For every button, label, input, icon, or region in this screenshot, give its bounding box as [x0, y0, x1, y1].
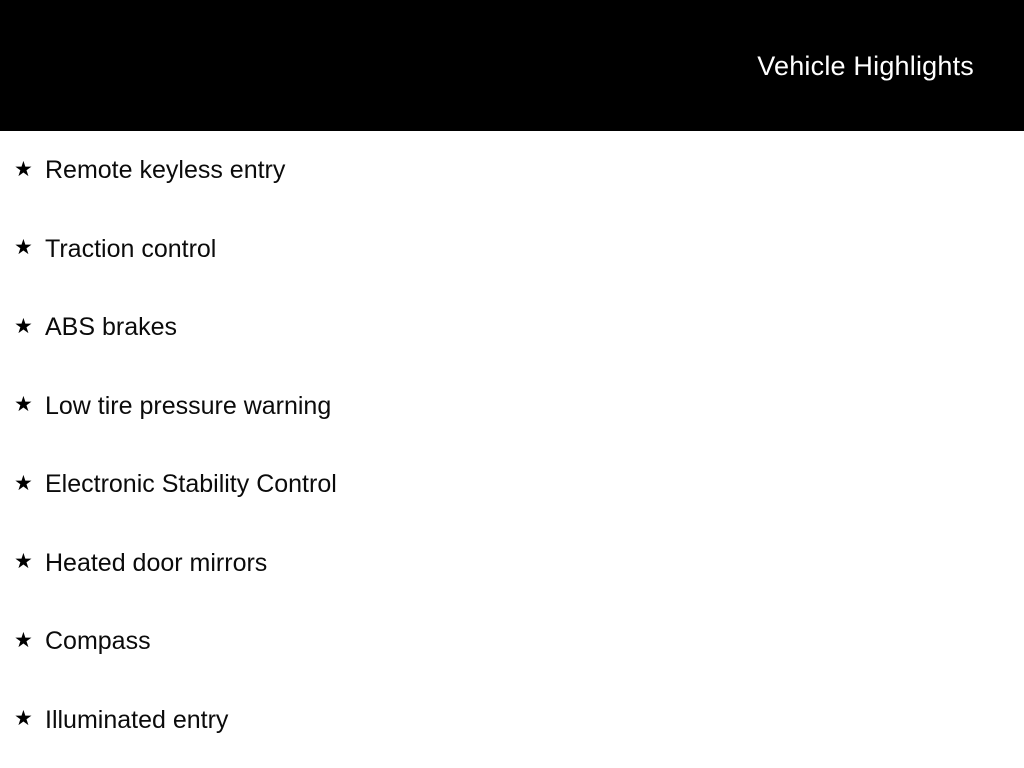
list-item-label: Remote keyless entry	[45, 156, 286, 185]
list-item	[0, 210, 1024, 289]
list-item-label: Heated door mirrors	[45, 548, 268, 577]
list-item	[0, 445, 1024, 524]
star-icon: ★	[14, 157, 33, 181]
list-item-label: Electronic Stability Control	[45, 470, 337, 499]
list-item	[0, 288, 1024, 367]
list-item	[0, 524, 1024, 603]
star-icon: ★	[14, 550, 33, 574]
list-item-label: Compass	[45, 627, 151, 656]
list-item-label: Low tire pressure warning	[45, 391, 332, 420]
page-title: Vehicle Highlights	[757, 51, 974, 81]
list-item-label: Traction control	[45, 234, 217, 263]
list-item	[0, 131, 1024, 210]
star-icon: ★	[14, 628, 33, 652]
star-icon: ★	[14, 236, 33, 260]
star-icon: ★	[14, 471, 33, 495]
header-bar	[0, 0, 1024, 131]
star-icon: ★	[14, 707, 33, 731]
list-item	[0, 602, 1024, 681]
list-item	[0, 367, 1024, 446]
star-icon: ★	[14, 314, 33, 338]
list-item-label: ABS brakes	[45, 313, 178, 342]
list-item	[0, 681, 1024, 760]
star-icon: ★	[14, 393, 33, 417]
vehicle-highlights-list	[0, 131, 1024, 759]
list-item-label: Illuminated entry	[45, 705, 229, 734]
